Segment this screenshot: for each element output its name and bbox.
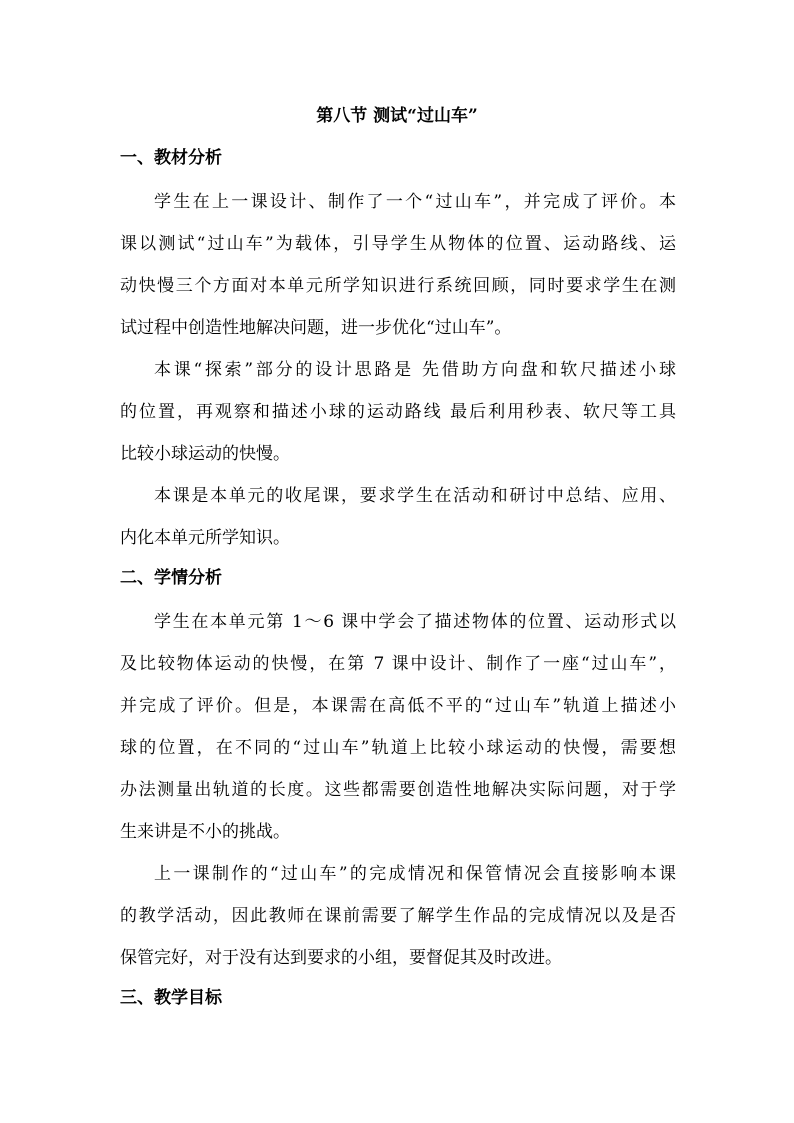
paragraph-line: 并完成了评价。但是，本课需在高低不平的“过山车”轨道上描述小 (120, 696, 676, 716)
paragraph-line: 的位置，再观察和描述小球的运动路线 最后利用秒表、软尺等工具 (120, 402, 676, 422)
paragraph-line: 课以测试“过山车”为载体，引导学生从物体的位置、运动路线、运 (120, 234, 676, 254)
section-heading-student-analysis: 二、学情分析 (120, 568, 222, 588)
paragraph-line: 球的位置，在不同的“过山车”轨道上比较小球运动的快慢，需要想 (120, 738, 676, 758)
paragraph-line: 学生在本单元第 1～6 课中学会了描述物体的位置、运动形式以 (154, 612, 676, 632)
paragraph-line: 学生在上一课设计、制作了一个“过山车”，并完成了评价。本 (154, 192, 676, 212)
paragraph-line: 本课“探索”部分的设计思路是 先借助方向盘和软尺描述小球 (154, 360, 676, 380)
section-heading-teaching-objectives: 三、教学目标 (120, 988, 222, 1008)
section-heading-textbook-analysis: 一、教材分析 (120, 148, 222, 168)
paragraph-line: 办法测量出轨道的长度。这些都需要创造性地解决实际问题，对于学 (120, 780, 676, 800)
paragraph-line: 及比较物体运动的快慢，在第 7 课中设计、制作了一座“过山车”， (120, 654, 676, 674)
paragraph-line: 试过程中创造性地解决问题，进一步优化“过山车”。 (120, 318, 512, 338)
paragraph-line: 的教学活动，因此教师在课前需要了解学生作品的完成情况以及是否 (120, 906, 676, 926)
paragraph-line: 动快慢三个方面对本单元所学知识进行系统回顾，同时要求学生在测 (120, 276, 676, 296)
page-title: 第八节 测试“过山车” (316, 106, 478, 126)
paragraph-line: 保管完好，对于没有达到要求的小组，要督促其及时改进。 (120, 948, 562, 968)
paragraph-line: 内化本单元所学知识。 (120, 528, 290, 548)
paragraph-line: 生来讲是不小的挑战。 (120, 822, 290, 842)
paragraph-line: 上一课制作的“过山车”的完成情况和保管情况会直接影响本课 (154, 864, 676, 884)
paragraph-line: 比较小球运动的快慢。 (120, 444, 290, 464)
paragraph-line: 本课是本单元的收尾课，要求学生在活动和研讨中总结、应用、 (154, 486, 676, 506)
